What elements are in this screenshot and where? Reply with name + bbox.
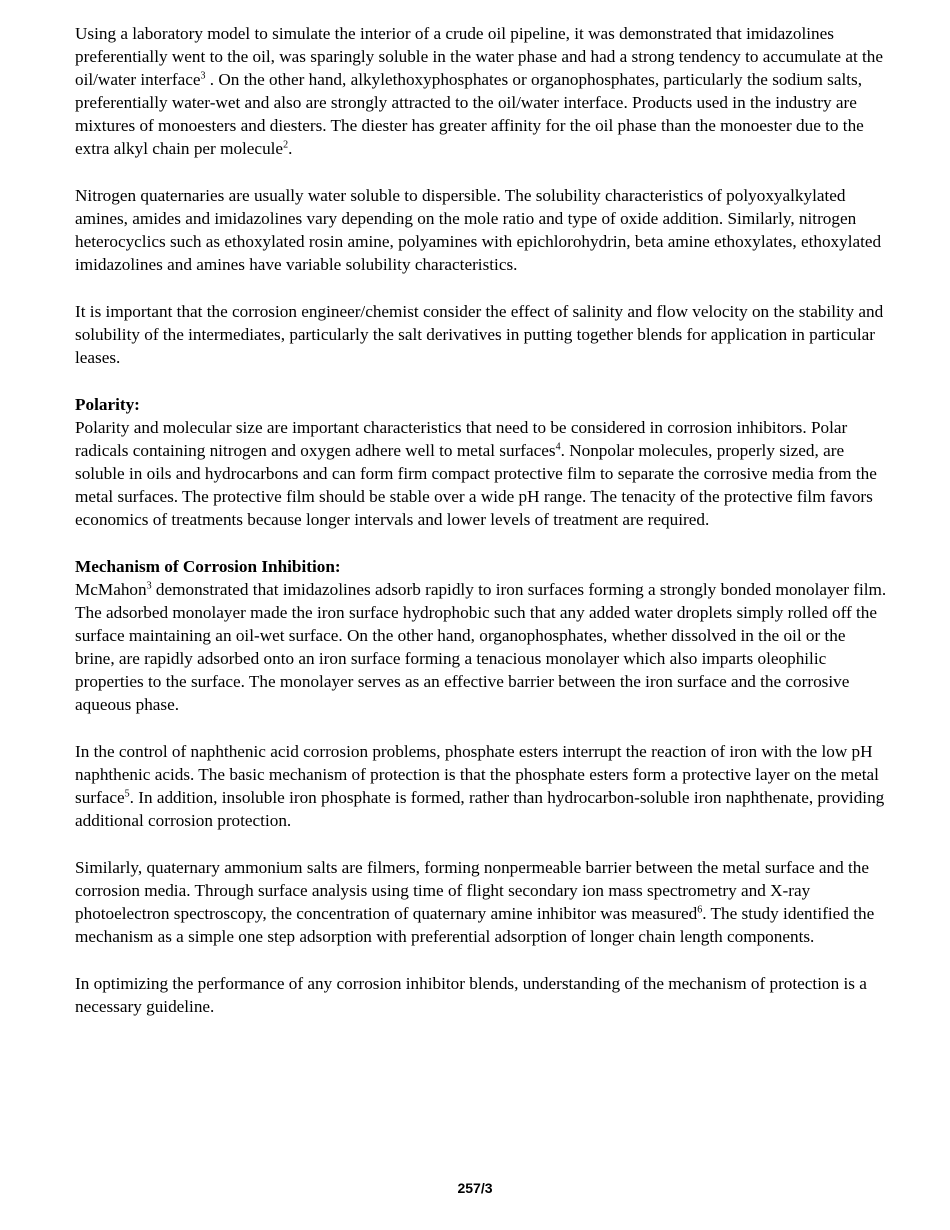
text-run: . The study identified the mechanism as a simple one step adsorption with preferential adsorption of longer chain length components.: [75, 904, 875, 946]
citation-superscript: 2: [283, 139, 289, 151]
citation-superscript: 3: [146, 580, 152, 592]
paragraph-nitrogen-quaternaries: [75, 184, 887, 276]
text-run: Similarly, quaternary ammonium salts are filmers, forming nonpermeable barrier between the metal surface and the corrosion media. Through surface analysis using time of flight secondary ion mass spectrometry and X-ray photoelectron spectroscopy, the concentration of quaternary amine inhibitor was measured: [75, 858, 869, 923]
paragraph-optimizing: [75, 972, 887, 1018]
heading-mechanism: Mechanism of Corrosion Inhibition:: [75, 557, 341, 576]
text-run: McMahon: [75, 580, 147, 599]
citation-superscript: 6: [697, 904, 703, 916]
citation-superscript: 5: [124, 788, 130, 800]
text-run: It is important that the corrosion engineer/chemist consider the effect of salinity and flow velocity on the stability and solubility of the intermediates, particularly the salt derivatives in putting together blends for application in particular leases.: [75, 302, 884, 367]
paragraph-polarity: [75, 416, 887, 531]
text-run: In the control of naphthenic acid corrosion problems, phosphate esters interrupt the reaction of iron with the low pH naphthenic acids. The basic mechanism of protection is that the phosphate esters form a protective layer on the metal surface: [75, 742, 879, 807]
section-polarity: [75, 393, 887, 531]
page-number: 257/3: [457, 1180, 493, 1196]
paragraph-naphthenic-acid: [75, 740, 887, 832]
text-run: Polarity and molecular size are important characteristics that need to be considered in corrosion inhibitors. Polar radicals containing nitrogen and oxygen adhere well to metal surfaces: [75, 418, 848, 460]
paragraph-imidazoline-solubility: [75, 22, 887, 160]
text-run: . In addition, insoluble iron phosphate is formed, rather than hydrocarbon-soluble iron naphthenate, providing additional corrosion protection.: [75, 788, 885, 830]
text-run: .: [288, 139, 293, 158]
document-page: [75, 22, 887, 1042]
text-run: Using a laboratory model to simulate the interior of a crude oil pipeline, it was demonstrated that imidazolines preferentially went to the oil, was sparingly soluble in the water phase and had a strong tendency to accumulate at the oil/water interface: [75, 24, 884, 89]
paragraph-mechanism: [75, 578, 887, 716]
citation-superscript: 4: [555, 441, 561, 453]
text-run: In optimizing the performance of any corrosion inhibitor blends, understanding of the mechanism of protection is a necessary guideline.: [75, 974, 867, 1016]
heading-polarity: Polarity:: [75, 395, 140, 414]
text-run: . Nonpolar molecules, properly sized, are soluble in oils and hydrocarbons and can form firm compact protective film to separate the corrosive media from the metal surfaces. The protective film should be stable over a wide pH range. The tenacity of the protective film favors economics of treatments because longer intervals and lower levels of treatment are required.: [75, 441, 877, 529]
text-run: Nitrogen quaternaries are usually water soluble to dispersible. The solubility characteristics of polyoxyalkylated amines, amides and imidazolines vary depending on the mole ratio and type of oxide addition. Similarly, nitrogen heterocyclics such as ethoxylated rosin amine, polyamines with epichlorohydrin, beta amine ethoxylates, ethoxylated imidazolines and amines have variable solubility characteristics.: [75, 186, 882, 274]
paragraph-salinity-flow: [75, 300, 887, 369]
citation-superscript: 3: [200, 70, 206, 82]
text-run: demonstrated that imidazolines adsorb rapidly to iron surfaces forming a strongly bonded monolayer film. The adsorbed monolayer made the iron surface hydrophobic such that any added water droplets simply rolled off the surface maintaining an oil-wet surface. On the other hand, organophosphates, whether dissolved in the oil or the brine, are rapidly adsorbed onto an iron surface forming a tenacious monolayer which also imparts oleophilic properties to the surface. The monolayer serves as an effective barrier between the iron surface and the corrosive aqueous phase.: [75, 580, 887, 714]
section-mechanism: [75, 555, 887, 716]
text-run: . On the other hand, alkylethoxyphosphates or organophosphates, particularly the sodium salts, preferentially water-wet and also are strongly attracted to the oil/water interface. Products used in the industry are mixtures of monoesters and diesters. The diester has greater affinity for the oil phase than the monoester due to the extra alkyl chain per molecule: [75, 70, 864, 158]
paragraph-quaternary-ammonium: [75, 856, 887, 948]
